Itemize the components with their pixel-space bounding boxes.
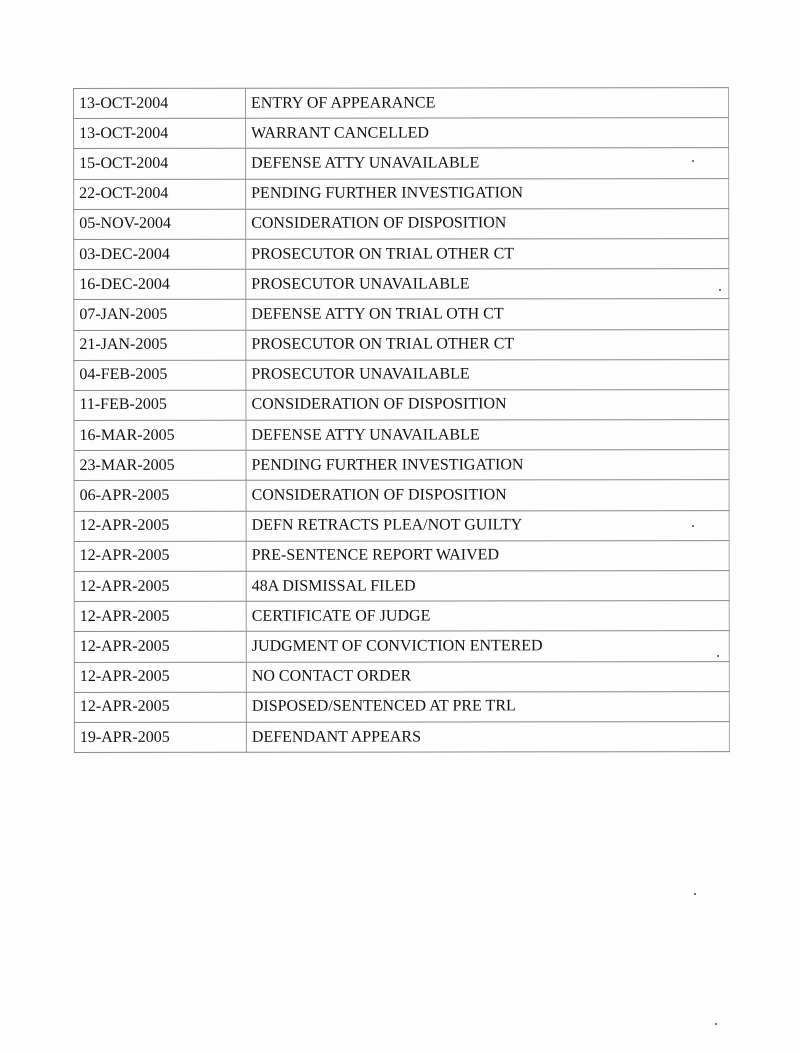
- docket-row: [74, 480, 729, 511]
- docket-date: 12-APR-2005: [74, 632, 246, 662]
- docket-date: 19-APR-2005: [74, 722, 246, 752]
- docket-event: DEFENSE ATTY UNAVAILABLE: [246, 420, 729, 451]
- docket-row: [74, 239, 729, 270]
- docket-row: [74, 540, 729, 571]
- docket-date: 23-MAR-2005: [74, 451, 246, 481]
- docket-date: 06-APR-2005: [74, 481, 246, 511]
- docket-event: CONSIDERATION OF DISPOSITION: [246, 480, 729, 511]
- docket-event: DISPOSED/SENTENCED AT PRE TRL: [246, 691, 729, 722]
- scan-speck: [717, 655, 719, 657]
- docket-row: [74, 329, 729, 360]
- docket-row: [74, 148, 729, 179]
- docket-date: 07-JAN-2005: [74, 300, 246, 330]
- docket-event: PROSECUTOR ON TRIAL OTHER CT: [246, 239, 729, 270]
- docket-date: 03-DEC-2004: [74, 239, 246, 269]
- docket-row: [74, 178, 729, 209]
- docket-row: [74, 661, 729, 692]
- docket-date: 21-JAN-2005: [74, 330, 246, 360]
- scan-speck: [719, 289, 721, 291]
- docket-date: 22-OCT-2004: [74, 179, 246, 209]
- scan-speck: [692, 525, 694, 527]
- docket-event: CERTIFICATE OF JUDGE: [246, 601, 729, 632]
- docket-date: 13-OCT-2004: [74, 118, 246, 148]
- docket-row: [74, 722, 729, 753]
- docket-row: [74, 208, 729, 239]
- docket-row: [74, 450, 729, 481]
- docket-row: [74, 510, 729, 541]
- docket-date: 04-FEB-2005: [74, 360, 246, 390]
- docket-event: PRE-SENTENCE REPORT WAIVED: [246, 540, 729, 571]
- docket-row: [74, 359, 729, 390]
- docket-row: [74, 118, 729, 149]
- docket-event: PENDING FURTHER INVESTIGATION: [246, 178, 729, 209]
- docket-row: [74, 601, 729, 632]
- docket-row: [74, 631, 729, 662]
- docket-event: PROSECUTOR ON TRIAL OTHER CT: [246, 329, 729, 360]
- docket-event: JUDGMENT OF CONVICTION ENTERED: [246, 631, 729, 662]
- docket-event: PROSECUTOR UNAVAILABLE: [246, 269, 729, 300]
- scan-speck: [694, 893, 696, 895]
- docket-row: [74, 571, 729, 602]
- docket-date: 12-APR-2005: [74, 541, 246, 571]
- docket-row: [74, 269, 729, 300]
- docket-event: PENDING FURTHER INVESTIGATION: [246, 450, 729, 481]
- docket-event: CONSIDERATION OF DISPOSITION: [246, 389, 729, 420]
- docket-date: 05-NOV-2004: [74, 209, 246, 239]
- docket-event: PROSECUTOR UNAVAILABLE: [246, 359, 729, 390]
- docket-row: [74, 299, 729, 330]
- docket-date: 12-APR-2005: [74, 511, 246, 541]
- docket-row: [74, 389, 729, 420]
- docket-table-body: [74, 88, 730, 753]
- docket-date: 12-APR-2005: [74, 571, 246, 601]
- docket-event: DEFENDANT APPEARS: [246, 722, 729, 753]
- docket-date: 16-MAR-2005: [74, 420, 246, 450]
- docket-event: DEFN RETRACTS PLEA/NOT GUILTY: [246, 510, 729, 541]
- docket-event: NO CONTACT ORDER: [246, 661, 729, 692]
- docket-date: 12-APR-2005: [74, 662, 246, 692]
- docket-row: [74, 88, 729, 119]
- docket-event: DEFENSE ATTY UNAVAILABLE: [246, 148, 729, 179]
- docket-date: 11-FEB-2005: [74, 390, 246, 420]
- docket-row: [74, 691, 729, 722]
- docket-date: 12-APR-2005: [74, 601, 246, 631]
- docket-date: 12-APR-2005: [74, 692, 246, 722]
- docket-event: CONSIDERATION OF DISPOSITION: [246, 208, 729, 239]
- docket-event: WARRANT CANCELLED: [246, 118, 729, 149]
- docket-event: DEFENSE ATTY ON TRIAL OTH CT: [246, 299, 729, 330]
- scan-speck: [692, 160, 694, 162]
- docket-row: [74, 420, 729, 451]
- docket-date: 13-OCT-2004: [74, 88, 246, 118]
- docket-date: 15-OCT-2004: [74, 149, 246, 179]
- docket-event: 48A DISMISSAL FILED: [246, 571, 729, 602]
- docket-event: ENTRY OF APPEARANCE: [246, 88, 729, 119]
- scan-speck: [715, 1023, 717, 1025]
- docket-table: [73, 87, 730, 753]
- docket-date: 16-DEC-2004: [74, 269, 246, 299]
